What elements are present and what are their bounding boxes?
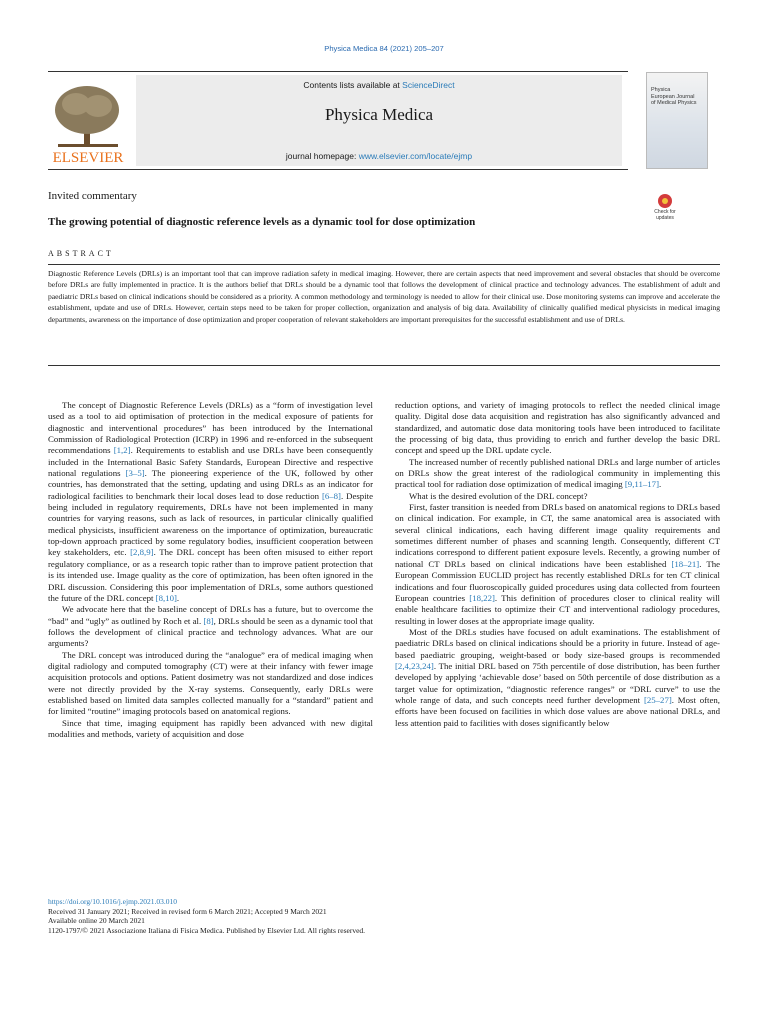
- cover-line: of Medical Physics: [651, 100, 697, 106]
- journal-reference[interactable]: Physica Medica 84 (2021) 205–207: [324, 44, 444, 53]
- article-title: The growing potential of diagnostic reference levels as a dynamic tool for dose optimization: [48, 216, 476, 228]
- body-paragraph: [395, 400, 720, 457]
- journal-title: Physica Medica: [324, 105, 434, 124]
- paragraph-text: Since that time, imaging equipment has rapidly been advanced with new digital modalities and methods, variety of acquisition and dose: [48, 717, 373, 739]
- homepage-prefix: journal homepage:: [285, 151, 359, 161]
- paragraph-text: , DRLs should be seen as a dynamic tool that follows the development of clinical practice and technology advances. What are our arguments?: [48, 615, 373, 649]
- paragraph-text: . Despite being included in regulatory requirements, DRLs have not been implemented in many countries for varying reasons, such as lack of resources, in particular clinically qualified medical physicists, insufficient awareness on the importance of optimization, bureaucratic top-down approach practiced by some regulatory bodies, insufficient cooperation between key stakeholders, etc.: [48, 490, 373, 558]
- paragraph-text: . The pioneering experience of the UK, followed by other countries, has demonstrated that the setting, updating and using DRLs as an indicator for radiological facilities to benchmark their local doses lead to dose reduction: [48, 468, 374, 501]
- body-paragraph: [395, 457, 720, 491]
- cover-line: Physica: [651, 87, 671, 93]
- journal-info-box: [136, 75, 622, 166]
- check-updates-line: updates: [656, 214, 674, 221]
- body-column-right: [395, 400, 720, 729]
- elsevier-tree-icon: [48, 78, 128, 166]
- body-paragraph: [48, 650, 373, 718]
- citation-link[interactable]: [2,8,9]: [130, 547, 154, 558]
- paragraph-text: . The DRL concept has been often misused to either report regulatory compliance, or as a research topic rather than to improve patient protection that is its intended use. Image quality as the core of optimization, has been often ignored in the DRL discussion. Considering this poor implementation of DRLs, some authors questioned the future of the DRL concept: [48, 547, 373, 603]
- paragraph-text: We advocate here that the baseline concept of DRLs has a future, but to overcome the “bad” and “ugly” as outlined by Roch et al.: [48, 604, 373, 626]
- article-footer: [48, 897, 720, 935]
- citation-link[interactable]: [2,4,23,24]: [395, 660, 434, 671]
- divider: [48, 264, 720, 265]
- citation-link[interactable]: [8,10]: [155, 592, 177, 603]
- citation-link[interactable]: [3–5]: [125, 468, 145, 479]
- paragraph-text: . This definition of procedures closer to clinical reality will enable healthcare facilities to optimize their CT and interventional radiology procedures, resulting in lower doses at the appropriate image quality.: [395, 592, 720, 626]
- sciencedirect-link[interactable]: ScienceDirect: [402, 80, 455, 90]
- paragraph-text: The concept of Diagnostic Reference Levels (DRLs) as a “form of investigation level used as a tool to aid optimisation of protection in the medical exposure of patients for diagnostic and interventional procedures” has been introduced by the International Commission of Radiological Protection (ICRP) in 1996 and re-enforced in the subsequent recommendations: [48, 400, 373, 456]
- citation-link[interactable]: [25–27]: [643, 694, 672, 705]
- doi-link[interactable]: https://doi.org/10.1016/j.ejmp.2021.03.010: [48, 897, 178, 906]
- body-paragraph: [48, 400, 373, 604]
- abstract-heading: ABSTRACT: [48, 249, 114, 258]
- paragraph-text: Most of the DRLs studies have focused on adult examinations. The establishment of paediatric DRLs based on clinical indications should be a priority in future. Instead of age-based paediatric grouping, weight-based or body size-based groups is recommended: [395, 626, 720, 660]
- abstract-text: Diagnostic Reference Levels (DRLs) is an important tool that can improve radiation safety in medical imaging. However, there are certain aspects that need improvement and several obstacles that should be overcome before DRLs are fully implemented in practice. It is the authors belief that DRLs should be a dynamic tool that follows the development of clinical practice and technology advances. The establishment of adult and paediatric DRLs based on clinical indications should be considered as a priority. A common methodology and terminology is needed to allow for their clinical use. Dose monitoring systems can improve and accelerate the establishment, update and use of DRLs. However, certain steps need to be taken for proper collection, organization and analysis of big data. Availability of clinically qualified medical physicists in medical imaging departments, awareness on the importance of dose optimization and proper cooperation of relevant stakeholders are important prerequisites for the successful establishment and use of DRLs.: [48, 269, 720, 324]
- cover-line: European Journal: [651, 93, 695, 100]
- citation-link[interactable]: [9,11–17]: [624, 479, 659, 490]
- copyright-notice: 1120-1797/© 2021 Associazione Italiana di Fisica Medica. Published by Elsevier Ltd. All rights reserved.: [48, 925, 366, 935]
- available-online: Available online 20 March 2021: [48, 916, 145, 925]
- check-updates-icon: [650, 193, 680, 209]
- paragraph-text: . The initial DRL based on 75th percentile of dose distribution, has been further developed by applying ‘achievable dose’ based on 50th percentile of dose distribution as a target value for optimization, “diagnostic reference ranges” or “DRL curve” to use the whole range of data, and such concepts need further development: [395, 660, 720, 705]
- body-paragraph: [395, 627, 720, 729]
- cover-text: [651, 87, 705, 107]
- body-column-left: [48, 400, 373, 740]
- body-paragraph: [48, 604, 373, 649]
- paragraph-text: What is the desired evolution of the DRL concept?: [409, 490, 588, 501]
- journal-cover-image[interactable]: [646, 72, 708, 169]
- section-label: Invited commentary: [48, 190, 137, 202]
- journal-header: [48, 71, 628, 170]
- paragraph-text: The increased number of recently published national DRLs and large number of articles on DRLs show the great interest of the radiological community in implementing this practical tool for radiation dose optimization of medical imaging: [395, 456, 720, 490]
- contents-line: [136, 80, 622, 90]
- citation-link[interactable]: [18–21]: [671, 558, 700, 569]
- homepage-link[interactable]: www.elsevier.com/locate/ejmp: [358, 151, 473, 161]
- paragraph-text: . The European Commission EUCLID project has recently established DRLs for ten CT clinical indications and four fluoroscopically guided procedures using data collected from fourteen European countries: [395, 558, 720, 603]
- citation-link[interactable]: [1,2]: [113, 445, 131, 456]
- elsevier-logo[interactable]: [48, 78, 128, 166]
- paragraph-text: .: [176, 592, 180, 603]
- paragraph-text: . Requirements to establish and use DRLs have been consequently included in the International Basic Safety Standards, European Directive and respective national regulations: [48, 445, 373, 479]
- contents-prefix: Contents lists available at: [303, 80, 403, 90]
- paragraph-text: First, faster transition is needed from DRLs based on anatomical regions to DRLs based on clinical indication. For example, in CT, the same anatomical area is associated with several clinical indications, each having different image quality requirements and sometimes different number of phases and scanning length. Consequently, different CT indications correspond to different patient exposure levels. Recently, a growing number of national CT DRLs based on clinical indications have been established: [395, 502, 720, 569]
- citation-link[interactable]: [8]: [203, 615, 214, 626]
- citation-link[interactable]: [18,22]: [469, 592, 495, 603]
- body-paragraph: [395, 502, 720, 627]
- publisher-name: ELSEVIER: [52, 150, 124, 166]
- paragraph-text: reduction options, and variety of imaging protocols to reflect the needed clinical image quality. Digital dose data acquisition and registration has also significantly advanced and standardized, and automatic dose data monitoring tools have been introduced to facilitate the processing of big data, thus providing to enrich and further develop the basic DRL concept and speed up the DRL update cycle.: [395, 400, 720, 456]
- check-updates-label: [646, 210, 684, 221]
- received-dates: Received 31 January 2021; Received in revised form 6 March 2021; Accepted 9 March 2021: [48, 906, 327, 916]
- body-paragraph: [48, 718, 373, 741]
- divider: [48, 365, 720, 366]
- check-updates-line: Check for: [654, 209, 676, 215]
- paragraph-text: .: [659, 479, 662, 490]
- paragraph-text: . Most often, efforts have been focused on facilities in which dose values are above national DRLs, and less attention paid to facilities with doses significantly below: [395, 694, 720, 728]
- homepage-line: [136, 151, 622, 161]
- citation-link[interactable]: [6–8]: [321, 490, 341, 501]
- paragraph-text: The DRL concept was introduced during the “analogue” era of medical imaging when digital radiology and computed tomography (CT) were at their infancy with fewer image acquisition protocols and options. Patient dosimetry was not standardized and dose indices were not directly provided by the X-ray systems. Consequently, early DRLs were established based on limited data samples collected manually for a “standard” patient and for limited “routine” imaging protocols based on anatomical regions.: [48, 649, 373, 717]
- body-paragraph: [395, 491, 720, 502]
